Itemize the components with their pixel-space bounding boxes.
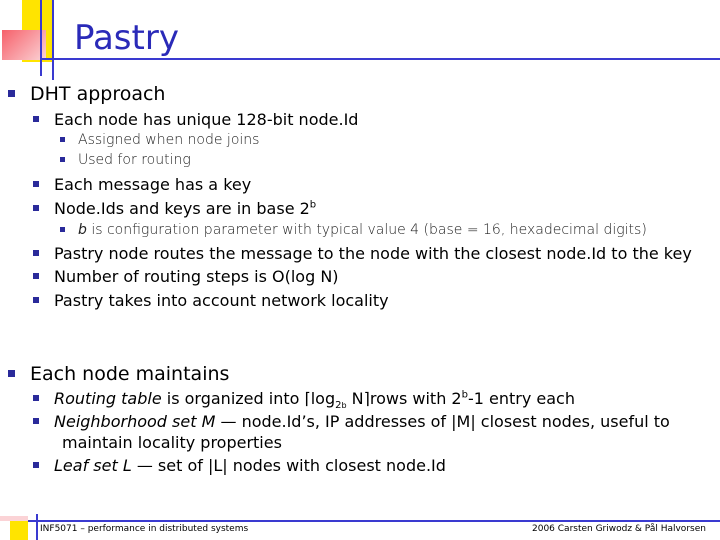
square-bullet-icon [60,157,65,162]
logo-vertical-line [52,0,54,80]
bullet-routing-steps [33,267,339,286]
square-bullet-icon [8,370,15,377]
square-bullet-icon [60,227,65,232]
bullet-text: Routing table is organized into $⌈\log_{2b}$ N⌉rows with 2$^b$-1 entry each [54,389,575,412]
bullet-used-routing [60,152,191,168]
bullet-neighborhood-cont [62,433,282,452]
footer-yellow-bar [10,521,28,540]
bullet-text: Each node has unique 128-bit node.Id [54,110,359,129]
bullet-leaf-set [33,456,446,475]
bullet-text: maintain locality properties [62,433,282,452]
footer-line [28,520,720,522]
bullet-text: Each node maintains [30,363,230,385]
bullet-text: Each message has a key [54,175,252,194]
bullet-text: Used for routing [78,152,191,168]
square-bullet-icon [33,181,39,187]
bullet-text: Assigned when node joins [78,132,260,148]
square-bullet-icon [33,418,39,424]
bullet-node-maintains [8,363,229,385]
bullet-text: DHT approach [30,83,166,105]
square-bullet-icon [33,395,39,401]
bullet-neighborhood-set [33,412,670,431]
bullet-message-key [33,175,251,194]
slide-title: Pastry [74,18,179,58]
bullet-text: Number of routing steps is O(log N) [54,267,339,286]
bullet-assigned [60,132,259,148]
bullet-dht-approach [8,83,165,105]
bullet-text: Pastry takes into account network locality [54,291,389,310]
square-bullet-icon [60,137,65,142]
logo-vertical-line [40,0,42,76]
title-underline [40,58,720,60]
square-bullet-icon [33,250,39,256]
square-bullet-icon [33,297,39,303]
square-bullet-icon [33,462,39,468]
bullet-unique-id [33,110,358,129]
bullet-text: Neighborhood set M — node.Id’s, IP addresses of |M| closest nodes, useful to [54,412,670,431]
bullet-network-locality [33,291,389,310]
square-bullet-icon [33,116,39,122]
footer-course: INF5071 – performance in distributed systems [40,524,249,534]
bullet-text: Pastry node routes the message to the node with the closest node.Id to the key [54,244,692,263]
square-bullet-icon [33,205,39,211]
bullet-config-param [60,222,647,238]
footer-vertical-line [36,514,38,540]
bullet-base [33,199,316,218]
bullet-routes-message [33,244,692,263]
bullet-text: Leaf set L — set of |L| nodes with closest node.Id [54,456,446,475]
bullet-routing-table [33,389,575,411]
footer-authors: 2006 Carsten Griwodz & Pål Halvorsen [532,524,706,534]
bullet-text: b is configuration parameter with typical value 4 (base = 16, hexadecimal digits) [78,222,647,238]
bullet-text: Node.Ids and keys are in base 2$^b$ [54,199,317,218]
square-bullet-icon [8,90,15,97]
square-bullet-icon [33,273,39,279]
